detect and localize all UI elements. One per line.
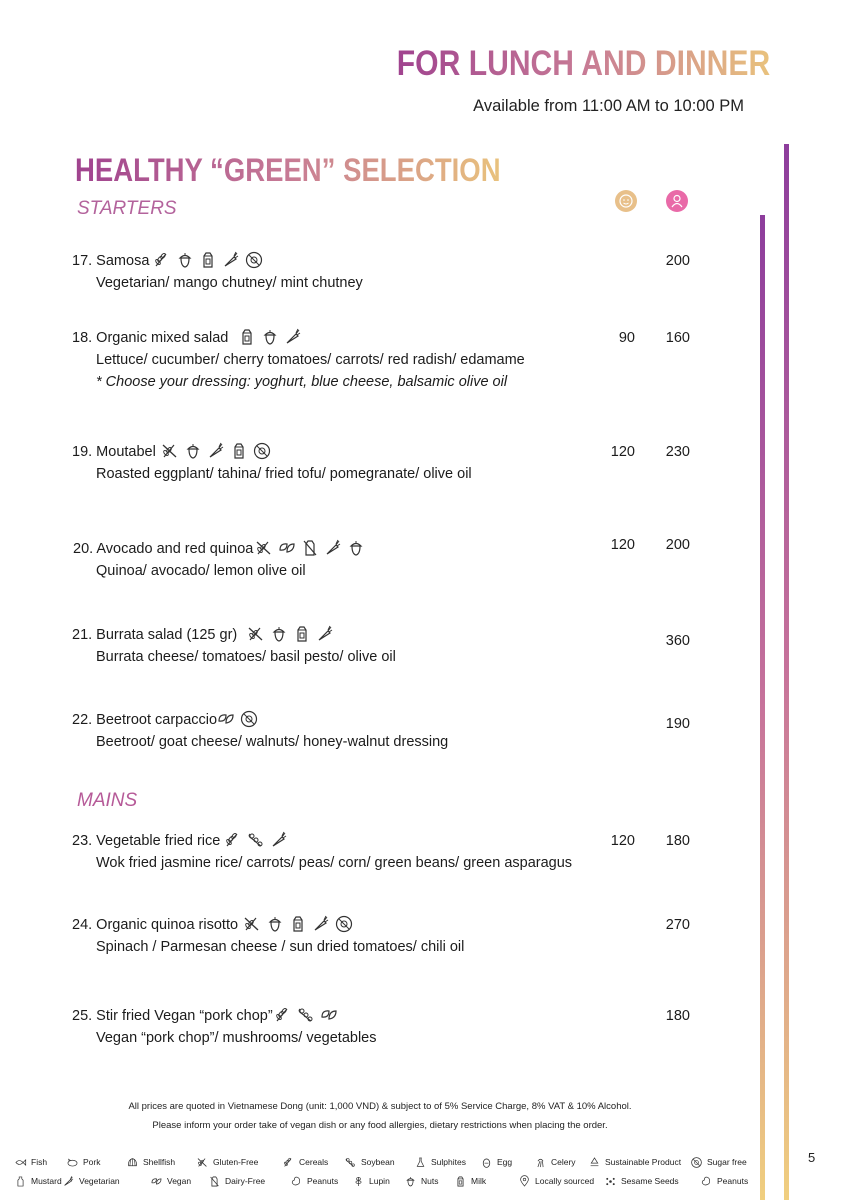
menu-item-description: Beetroot/ goat cheese/ walnuts/ honey-walnut dressing xyxy=(96,734,449,750)
cereals-icon xyxy=(223,830,243,850)
legend-item xyxy=(352,1175,390,1188)
legend-item xyxy=(454,1175,486,1188)
legend-item xyxy=(14,1175,62,1188)
sulphites-icon xyxy=(414,1156,427,1169)
legend-label: Soybean xyxy=(361,1156,395,1167)
sugar-free-icon xyxy=(252,441,272,461)
gluten-free-icon xyxy=(246,624,266,644)
peanuts-icon xyxy=(290,1175,303,1188)
price-adult: 270 xyxy=(665,917,690,933)
menu-item-name: 19. Moutabel xyxy=(72,444,156,460)
child-face-icon xyxy=(615,190,637,212)
legend-label: Egg xyxy=(497,1156,513,1167)
menu-item-description: Vegan “pork chop”/ mushrooms/ vegetables xyxy=(96,1030,377,1046)
legend-label: Vegan xyxy=(167,1175,192,1186)
sugar-free-icon xyxy=(334,914,354,934)
nuts-icon xyxy=(175,250,195,270)
starters-heading: STARTERS xyxy=(77,198,177,219)
milk-icon xyxy=(288,914,308,934)
menu-item-description: Vegetarian/ mango chutney/ mint chutney xyxy=(96,275,363,291)
milk-icon xyxy=(237,327,257,347)
legend-item xyxy=(290,1175,338,1188)
price-child: 90 xyxy=(618,330,635,346)
milk-icon xyxy=(198,250,218,270)
menu-item-icons xyxy=(152,250,267,270)
menu-item-name: 23. Vegetable fried rice xyxy=(72,833,221,849)
legend-label: Locally sourced xyxy=(535,1175,595,1186)
menu-item-description: Spinach / Parmesan cheese / sun dried tomatoes/ chili oil xyxy=(96,939,465,955)
availability-hours: Available from 11:00 AM to 10:00 PM xyxy=(473,97,744,115)
mustard-icon xyxy=(14,1175,27,1188)
dairy-free-icon xyxy=(208,1175,221,1188)
legend-item xyxy=(196,1156,258,1169)
legend-label: Nuts xyxy=(421,1175,439,1186)
price-adult: 180 xyxy=(665,833,690,849)
legend-label: Mustard xyxy=(31,1175,62,1186)
mains-heading: MAINS xyxy=(77,790,138,811)
legend-label: Sustainable Product xyxy=(605,1156,682,1167)
legend-item xyxy=(62,1175,120,1188)
legend-item xyxy=(344,1156,395,1169)
sugar-free-icon xyxy=(239,709,259,729)
price-child: 120 xyxy=(610,444,635,460)
pork-icon xyxy=(66,1156,79,1169)
legend-label: Fish xyxy=(31,1156,48,1167)
legend-label: Peanuts xyxy=(307,1175,339,1186)
sugar-free-icon xyxy=(690,1156,703,1169)
menu-item-icons xyxy=(223,830,292,850)
vegetarian-icon xyxy=(269,830,289,850)
sustainable-icon xyxy=(588,1156,601,1169)
peanuts-icon xyxy=(700,1175,713,1188)
legend-item xyxy=(690,1156,747,1169)
cereals-icon xyxy=(282,1156,295,1169)
gluten-free-icon xyxy=(242,914,262,934)
vegetarian-icon xyxy=(283,327,303,347)
menu-item-icons xyxy=(216,709,262,729)
legend-label: Sulphites xyxy=(431,1156,466,1167)
legend-label: Shellfish xyxy=(143,1156,176,1167)
menu-item-icons xyxy=(237,327,306,347)
vegetarian-icon xyxy=(323,538,343,558)
gluten-free-icon xyxy=(196,1156,209,1169)
footnote-allergies: Please inform your order take of vegan dish or any food allergies, dietary restrictions when placing the order. xyxy=(152,1120,608,1131)
legend-item xyxy=(414,1156,466,1169)
vegetarian-icon xyxy=(315,624,335,644)
decorative-bar-inner xyxy=(760,215,765,1200)
soybean-icon xyxy=(246,830,266,850)
price-adult: 230 xyxy=(665,444,690,460)
menu-item-name: 22. Beetroot carpaccio xyxy=(72,712,218,728)
gluten-free-icon xyxy=(254,538,274,558)
price-adult: 180 xyxy=(665,1008,690,1024)
legend-item xyxy=(282,1156,328,1169)
menu-item-name: 21. Burrata salad (125 gr) xyxy=(72,627,238,643)
milk-icon xyxy=(454,1175,467,1188)
nuts-icon xyxy=(260,327,280,347)
footnote-prices: All prices are quoted in Vietnamese Dong (unit: 1,000 VND) & subject to of 5% Service Charge, 8% VAT & 10% Alcohol. xyxy=(128,1101,632,1112)
footnote xyxy=(0,1097,760,1135)
shellfish-icon xyxy=(126,1156,139,1169)
legend-label: Lupin xyxy=(369,1175,390,1186)
nuts-icon xyxy=(346,538,366,558)
legend-label: Vegetarian xyxy=(79,1175,120,1186)
legend-label: Dairy-Free xyxy=(225,1175,266,1186)
decorative-bar-outer xyxy=(784,144,789,1200)
legend-item xyxy=(208,1175,265,1188)
section-title: HEALTHY “GREEN” SELECTION xyxy=(75,152,501,188)
vegetarian-icon xyxy=(311,914,331,934)
soybean-icon xyxy=(344,1156,357,1169)
dairy-free-icon xyxy=(300,538,320,558)
legend-label: Milk xyxy=(471,1175,487,1186)
vegan-icon xyxy=(277,538,297,558)
price-adult: 200 xyxy=(665,253,690,269)
legend-item xyxy=(518,1175,594,1188)
menu-item-name: 25. Stir fried Vegan “pork chop” xyxy=(72,1008,273,1024)
sesame-icon xyxy=(604,1175,617,1188)
legend-label: Gluten-Free xyxy=(213,1156,259,1167)
page-number: 5 xyxy=(808,1150,816,1165)
legend-label: Peanuts xyxy=(717,1175,749,1186)
fish-icon xyxy=(14,1156,27,1169)
price-adult: 200 xyxy=(665,537,690,553)
legend-label: Sesame Seeds xyxy=(621,1175,679,1186)
legend-label: Pork xyxy=(83,1156,101,1167)
price-adult: 360 xyxy=(665,633,690,649)
menu-item-description: Quinoa/ avocado/ lemon olive oil xyxy=(96,563,306,579)
cereals-icon xyxy=(152,250,172,270)
menu-item-icons xyxy=(160,441,275,461)
menu-item-description: Roasted eggplant/ tahina/ fried tofu/ pomegranate/ olive oil xyxy=(96,466,472,482)
nuts-icon xyxy=(269,624,289,644)
vegan-icon xyxy=(216,709,236,729)
menu-item-name: 24. Organic quinoa risotto xyxy=(72,917,239,933)
vegan-icon xyxy=(319,1005,339,1025)
vegetarian-icon xyxy=(206,441,226,461)
menu-item-description: Lettuce/ cucumber/ cherry tomatoes/ carrots/ red radish/ edamame xyxy=(96,352,525,368)
milk-icon xyxy=(229,441,249,461)
legend-item xyxy=(150,1175,191,1188)
menu-item-description: Wok fried jasmine rice/ carrots/ peas/ corn/ green beans/ green asparagus xyxy=(96,855,573,871)
milk-icon xyxy=(292,624,312,644)
menu-item-description: Burrata cheese/ tomatoes/ basil pesto/ olive oil xyxy=(96,649,396,665)
menu-item-icons xyxy=(242,914,357,934)
page-title: FOR LUNCH AND DINNER xyxy=(396,44,770,83)
nuts-icon xyxy=(265,914,285,934)
menu-item-icons xyxy=(246,624,338,644)
sugar-free-icon xyxy=(244,250,264,270)
legend-label: Sugar free xyxy=(707,1156,747,1167)
menu-item-icons xyxy=(254,538,369,558)
legend-item xyxy=(588,1156,681,1169)
soybean-icon xyxy=(296,1005,316,1025)
menu-item-name: 17. Samosa xyxy=(72,253,150,269)
legend-label: Celery xyxy=(551,1156,576,1167)
gluten-free-icon xyxy=(160,441,180,461)
nuts-icon xyxy=(404,1175,417,1188)
legend-item xyxy=(66,1156,100,1169)
nuts-icon xyxy=(183,441,203,461)
legend-item xyxy=(480,1156,512,1169)
price-adult: 190 xyxy=(665,716,690,732)
menu-item-name: 18. Organic mixed salad xyxy=(72,330,229,346)
price-child: 120 xyxy=(610,537,635,553)
lupin-icon xyxy=(352,1175,365,1188)
legend-item xyxy=(700,1175,748,1188)
adult-person-icon xyxy=(666,190,688,212)
price-child: 120 xyxy=(610,833,635,849)
menu-item-icons xyxy=(273,1005,342,1025)
price-adult: 160 xyxy=(665,330,690,346)
legend-item xyxy=(14,1156,47,1169)
celery-icon xyxy=(534,1156,547,1169)
vegetarian-icon xyxy=(221,250,241,270)
legend-item xyxy=(604,1175,679,1188)
legend-item xyxy=(404,1175,438,1188)
legend-label: Cereals xyxy=(299,1156,329,1167)
vegan-icon xyxy=(150,1175,163,1188)
locally-sourced-icon xyxy=(518,1175,531,1188)
menu-item-name: 20. Avocado and red quinoa xyxy=(73,541,254,557)
vegetarian-icon xyxy=(62,1175,75,1188)
cereals-icon xyxy=(273,1005,293,1025)
legend-item xyxy=(534,1156,576,1169)
egg-icon xyxy=(480,1156,493,1169)
legend-item xyxy=(126,1156,175,1169)
menu-item-note: * Choose your dressing: yoghurt, blue cheese, balsamic olive oil xyxy=(96,374,508,390)
